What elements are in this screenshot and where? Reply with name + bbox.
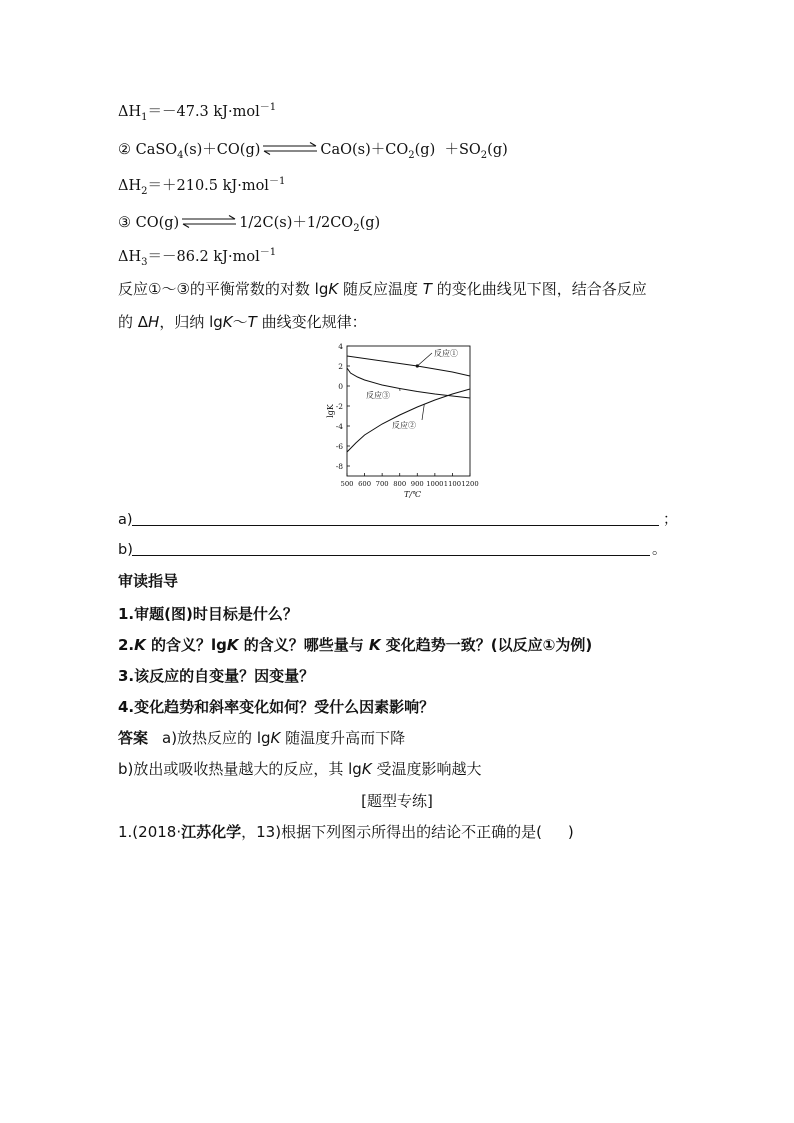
text: 2. xyxy=(118,636,135,654)
text: ，13)根据下列图示所得出的结论不正确的是( xyxy=(241,823,542,841)
dh-exponent: －1 xyxy=(268,176,286,188)
product-tail: (g) xyxy=(487,142,508,158)
annotation-label-3: 反应② xyxy=(392,421,416,430)
blank-a-label: a) xyxy=(118,512,133,528)
question-line-2 xyxy=(118,312,367,332)
text: 1.(2018· xyxy=(118,823,182,841)
y-tick-label: 2 xyxy=(338,362,343,371)
eq1-enthalpy xyxy=(118,102,276,122)
text: ) xyxy=(567,823,574,841)
subscript: 2 xyxy=(408,149,415,161)
subscript: 4 xyxy=(177,149,184,161)
y-tick-label: -8 xyxy=(335,462,343,471)
answer-a xyxy=(118,728,405,748)
blank-a-end: ； xyxy=(663,512,678,528)
lgk-temperature-chart xyxy=(322,342,497,502)
subscript: 2 xyxy=(480,149,488,161)
chart-svg xyxy=(322,342,497,502)
dh-value: ＝－86.2 kJ·mol xyxy=(147,249,260,265)
x-tick-label: 1100 xyxy=(443,480,462,488)
answer-b xyxy=(118,759,481,779)
x-tick-label: 500 xyxy=(340,480,354,488)
reaction-number: ② xyxy=(118,142,131,158)
dh-subscript: 2 xyxy=(141,185,148,197)
text: 的含义？哪些量与 xyxy=(238,636,369,654)
guide-question-2 xyxy=(118,635,592,655)
practice-question-1 xyxy=(118,822,574,842)
dh-value: ＝＋210.5 kJ·mol xyxy=(147,178,269,194)
x-tick-label: 800 xyxy=(393,480,407,488)
dh-symbol: ΔH xyxy=(118,178,142,194)
y-tick-label: -2 xyxy=(335,402,343,411)
var-k: K xyxy=(134,636,146,654)
blank-b-answer-line[interactable] xyxy=(132,555,650,556)
x-tick-label: 1200 xyxy=(461,480,479,488)
x-tick-label: 700 xyxy=(375,480,389,488)
text: 随温度升高而下降 xyxy=(280,729,406,747)
series-line-1 xyxy=(347,356,470,376)
text: 受温度影响越大 xyxy=(371,760,482,778)
reaction-number: ③ xyxy=(118,215,131,231)
y-tick-label: -4 xyxy=(335,422,343,431)
source-name: 江苏化学 xyxy=(181,823,242,841)
dh-value: ＝－47.3 kJ·mol xyxy=(147,104,260,120)
product-tail: (g) xyxy=(359,215,381,231)
text: 反应①～③的平衡常数的对数 lg xyxy=(118,280,329,298)
eq2-reaction xyxy=(118,140,508,160)
reactant: CaSO xyxy=(135,142,178,158)
y-tick-label: 0 xyxy=(338,382,343,391)
blank-b-end: 。 xyxy=(652,542,667,558)
practice-heading: [题型专练] xyxy=(361,792,433,810)
x-tick-label: 600 xyxy=(358,480,372,488)
annotation-label-1: 反应① xyxy=(434,349,458,358)
text: b)放出或吸收热量越大的反应，其 lg xyxy=(118,760,362,778)
dh-subscript: 3 xyxy=(141,256,148,268)
x-tick-label: 900 xyxy=(410,480,424,488)
guide-question-3: 3.该反应的自变量？因变量？ xyxy=(118,667,315,685)
y-tick-label: -6 xyxy=(335,442,343,451)
y-axis-label: lgK xyxy=(326,404,335,418)
product: (g) ＋SO xyxy=(414,142,481,158)
blank-b-label: b) xyxy=(118,542,133,558)
annotation-label-2: 反应③ xyxy=(366,391,390,400)
equilibrium-arrow-icon xyxy=(181,217,237,229)
eq3-reaction xyxy=(118,213,380,233)
text: 的 Δ xyxy=(118,313,149,331)
dh-subscript: 1 xyxy=(141,111,148,123)
dh-exponent: －1 xyxy=(259,102,277,114)
annotation-marker xyxy=(416,364,419,367)
subscript: 2 xyxy=(353,222,360,234)
reactant: CO(g) xyxy=(135,215,180,231)
text: 的含义？lg xyxy=(145,636,227,654)
text: 曲线变化规律： xyxy=(256,313,367,331)
equilibrium-arrow-icon xyxy=(262,144,318,156)
text: 变化趋势一致？(以反应①为例) xyxy=(380,636,593,654)
var-k: K xyxy=(222,313,233,331)
eq3-enthalpy xyxy=(118,247,276,267)
text: ～ xyxy=(232,313,248,331)
var-k: K xyxy=(226,636,239,654)
var-k: K xyxy=(361,760,372,778)
var-k: K xyxy=(270,729,281,747)
answer-label: 答案 xyxy=(118,729,149,747)
x-tick-label: 1000 xyxy=(426,480,444,488)
product: 1/2C(s)＋1/2CO xyxy=(239,215,354,231)
text: 随反应温度 xyxy=(338,280,423,298)
eq2-enthalpy xyxy=(118,176,285,196)
blank-a-answer-line[interactable] xyxy=(132,525,659,526)
text: ，归纳 lg xyxy=(159,313,223,331)
question-line-1 xyxy=(118,279,647,299)
text: a)放热反应的 lg xyxy=(162,729,271,747)
annotation-leader-3 xyxy=(422,404,424,420)
var-k: K xyxy=(368,636,381,654)
annotation-leader-1 xyxy=(417,353,432,366)
dh-symbol: ΔH xyxy=(118,249,142,265)
guide-question-1: 1.审题(图)时目标是什么？ xyxy=(118,605,298,623)
guide-title: 审读指导 xyxy=(118,572,179,590)
dh-symbol: ΔH xyxy=(118,104,142,120)
var-t: T xyxy=(422,280,432,298)
x-axis-label: T/℃ xyxy=(404,490,421,499)
product: CaO(s)＋CO xyxy=(320,142,409,158)
var-k: K xyxy=(328,280,339,298)
reactant-tail: (s)＋CO(g) xyxy=(183,142,261,158)
var-t: T xyxy=(247,313,257,331)
var-h: H xyxy=(148,313,160,331)
text: 的变化曲线见下图，结合各反应 xyxy=(431,280,647,298)
y-tick-label: 4 xyxy=(338,342,343,351)
guide-question-4: 4.变化趋势和斜率变化如何？受什么因素影响？ xyxy=(118,698,435,716)
dh-exponent: －1 xyxy=(259,247,277,259)
